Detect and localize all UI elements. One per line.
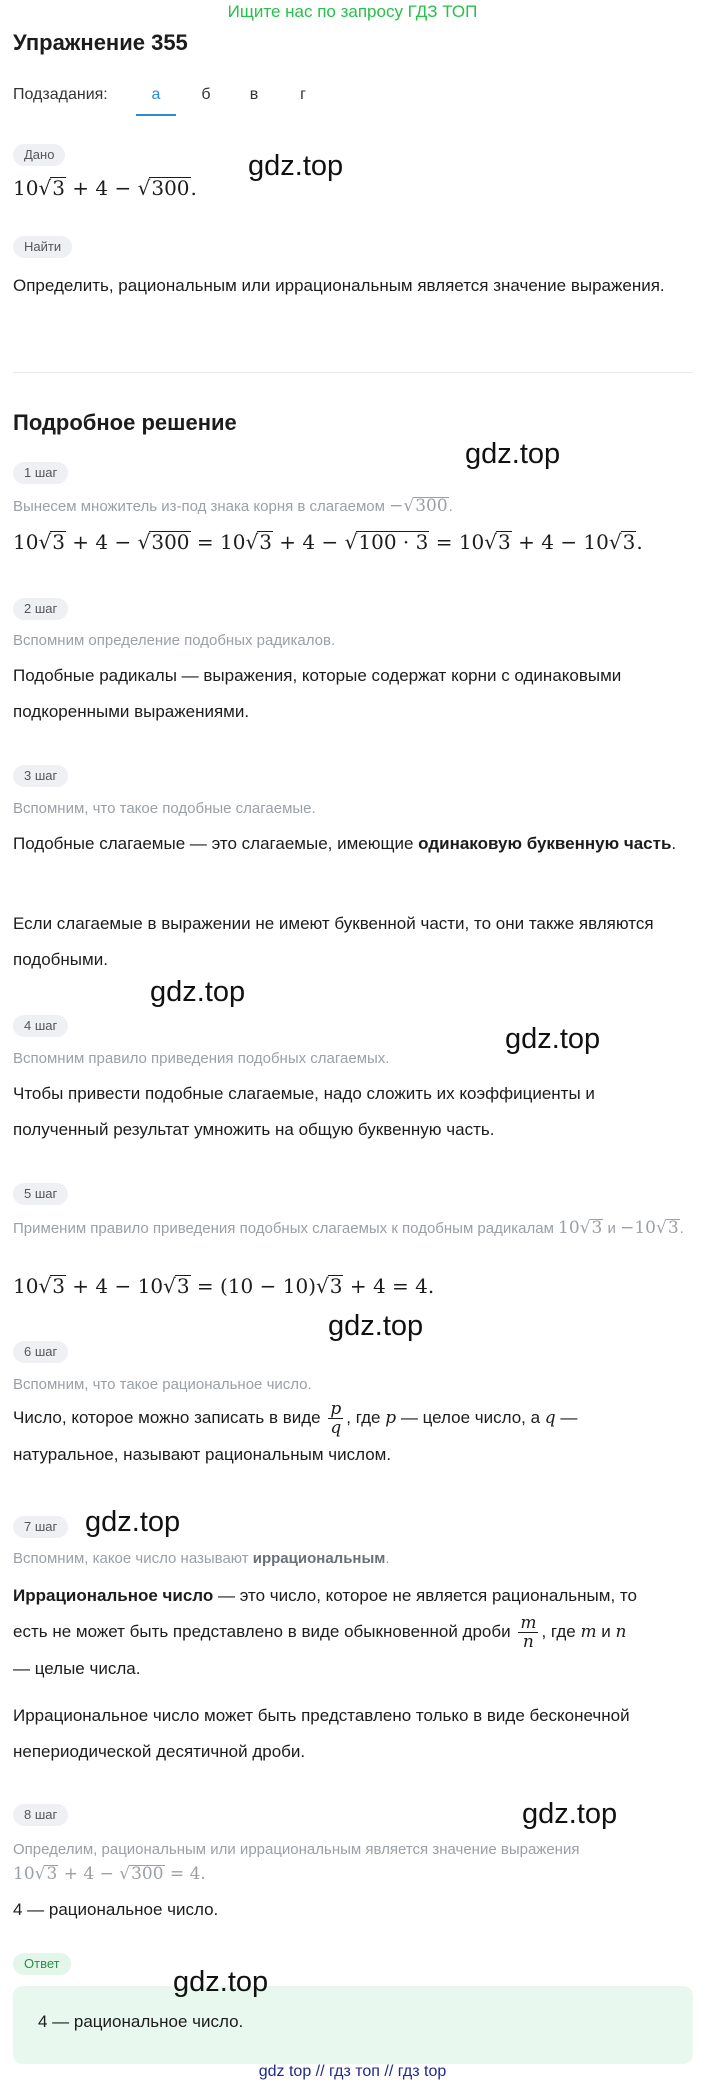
subtask-tab-b[interactable]: б [201, 86, 211, 103]
watermark: gdz.top [522, 1798, 618, 1830]
step-1-hint: Вынесем множитель из-под знака корня в слагаемом −√300. [13, 496, 453, 516]
given-expression: 10√3 + 4 − √300. [13, 176, 197, 200]
footer-links [0, 2063, 705, 2081]
watermark: gdz.top [173, 1966, 269, 1998]
step-3-text-b: Если слагаемые в выражении не имеют буквенной части, то они также являются подобными. [13, 914, 654, 969]
footer-separator: // [384, 2063, 394, 2080]
footer-link[interactable]: гдз top [397, 2063, 447, 2080]
subtasks-label: Подзадания: [13, 86, 108, 103]
answer-text: 4 — рациональное число. [38, 2012, 244, 2031]
watermark: gdz.top [150, 976, 246, 1008]
step-8-text: 4 — рациональное число. [13, 1900, 219, 1919]
watermark: gdz.top [85, 1506, 181, 1538]
footer-link[interactable]: гдз топ [329, 2063, 380, 2080]
step-7-text-a: Иррациональное число — это число, которое не является рациональным, то есть не может быть представлено в виде обыкновенной дроби $\frac{m}{n}$ , где m и n — целые числа. [13, 1586, 637, 1679]
step-6-chip: 6 шаг [13, 1341, 68, 1363]
subtask-tab-a[interactable]: а [151, 86, 161, 103]
step-7-chip: 7 шаг [13, 1516, 68, 1538]
step-4-chip: 4 шаг [13, 1015, 68, 1037]
subtask-tab-v[interactable]: в [249, 86, 259, 103]
step-5-hint: Применим правило приведения подобных слагаемых к подобным радикалам 10√3 и −10√3. [13, 1218, 684, 1238]
step-3-chip: 3 шаг [13, 765, 68, 787]
top-banner[interactable]: Ищите нас по запросу ГДЗ ТОП [227, 2, 478, 21]
watermark: gdz.top [465, 438, 561, 470]
step-8-chip: 8 шаг [13, 1804, 68, 1826]
watermark: gdz.top [328, 1310, 424, 1342]
step-2-hint: Вспомним определение подобных радикалов. [13, 632, 336, 649]
page-title: Упражнение 355 [13, 30, 188, 55]
step-5-chip: 5 шаг [13, 1183, 68, 1205]
step-6-text: Число, которое можно записать в виде $\frac{p}{q}$ , где p — целое число, а q — натуральное, называют рациональным числом. [13, 1399, 578, 1465]
step-1-chip: 1 шаг [13, 462, 68, 484]
watermark: gdz.top [505, 1023, 601, 1055]
subtask-tab-g[interactable]: г [300, 86, 306, 103]
footer-link[interactable]: gdz top [258, 2063, 312, 2080]
step-7-hint: Вспомним, какое число называют иррациональным. [13, 1550, 390, 1567]
active-tab-indicator [136, 114, 176, 116]
answer-chip: Ответ [13, 1953, 71, 1975]
step-3-text-a: Подобные слагаемые — это слагаемые, имеющие одинаковую буквенную часть. [13, 834, 677, 853]
given-chip: Дано [13, 144, 65, 166]
step-7-text-b: Иррациональное число может быть представлено только в виде бесконечной непериодической десятичной дроби. [13, 1706, 630, 1761]
step-4-text: Чтобы привести подобные слагаемые, надо сложить их коэффициенты и полученный результат умножить на общую буквенную часть. [13, 1084, 595, 1139]
step-2-chip: 2 шаг [13, 598, 68, 620]
find-text: Определить, рациональным или иррациональным является значение выражения. [13, 276, 665, 295]
footer-separator: // [315, 2063, 325, 2080]
step-2-text: Подобные радикалы — выражения, которые содержат корни с одинаковыми подкоренными выражениями. [13, 666, 622, 721]
step-4-hint: Вспомним правило приведения подобных слагаемых. [13, 1050, 390, 1067]
step-6-hint: Вспомним, что такое рациональное число. [13, 1376, 312, 1393]
watermark: gdz.top [248, 150, 344, 182]
divider [13, 372, 693, 373]
step-5-math: 10√3 + 4 − 10√3 = (10 − 10)√3 + 4 = 4. [13, 1274, 435, 1298]
step-3-hint: Вспомним, что такое подобные слагаемые. [13, 800, 316, 817]
step-1-math: 10√3 + 4 − √300 = 10√3 + 4 − √100 · 3 = 10√3 + 4 − 10√3. [13, 530, 643, 554]
solution-title: Подробное решение [13, 410, 237, 435]
find-chip: Найти [13, 236, 72, 258]
step-8-hint: Определим, рациональным или иррациональным является значение выражения 10√3 + 4 − √300 = 4. [13, 1841, 580, 1884]
